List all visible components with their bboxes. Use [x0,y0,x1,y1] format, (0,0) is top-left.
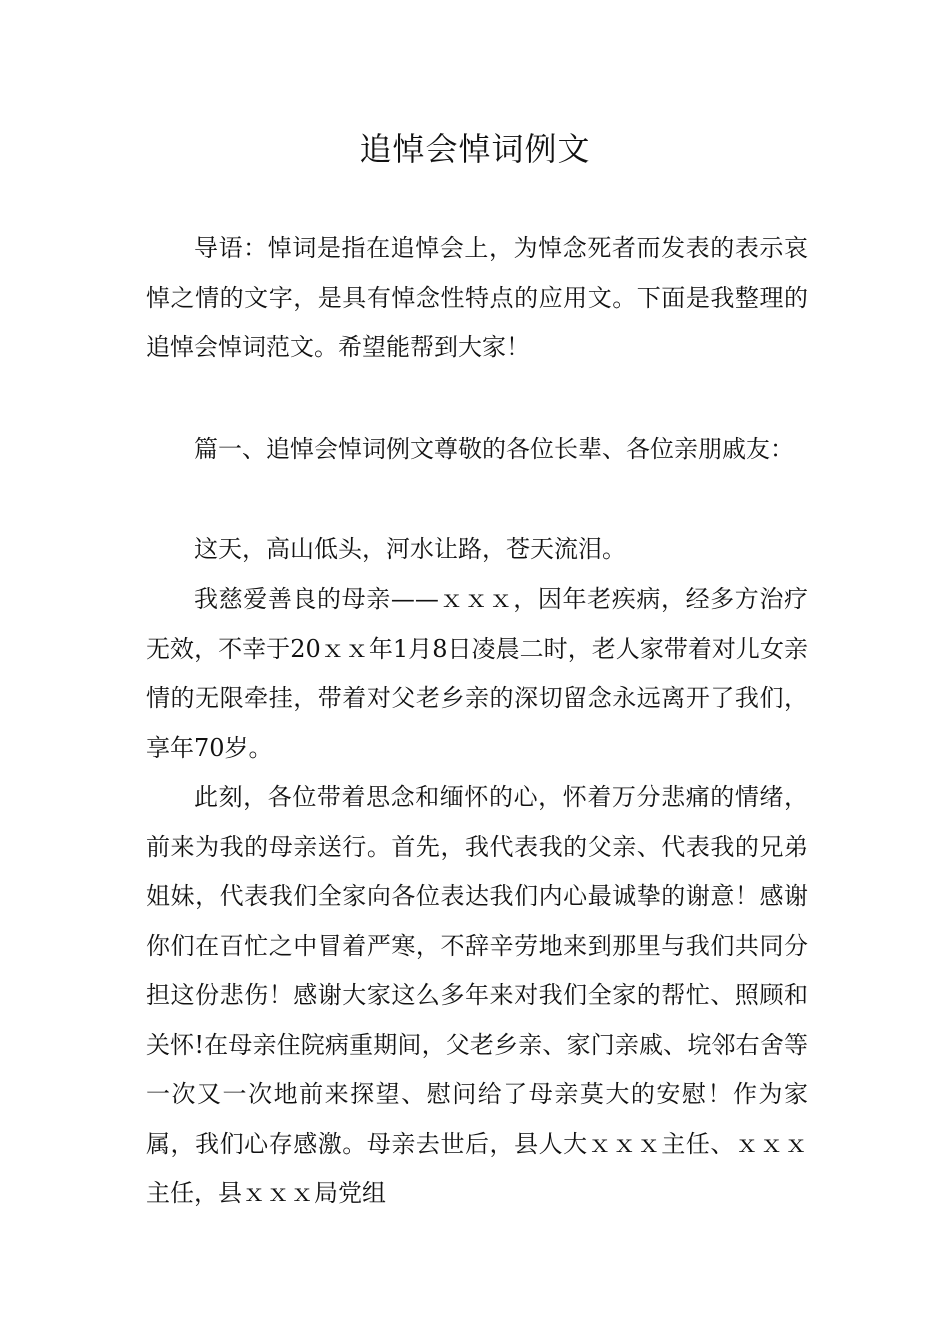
thanks-paragraph: 此刻，各位带着思念和缅怀的心，怀着万分悲痛的情绪，前来为我的母亲送行。首先，我代表我的父亲、代表我的兄弟姐妹，代表我们全家向各位表达我们内心最诚挚的谢意！感谢你们在百忙之中冒着严寒，不辞辛劳地来到那里与我们共同分担这份悲伤！感谢大家这么多年来对我们全家的帮忙、照顾和关怀!在母亲住院病重期间，父老乡亲、家门亲戚、垸邻右舍等一次又一次地前来探望、慰问给了母亲莫大的安慰！作为家属，我们心存感激。母亲去世后，县人大ｘｘｘ主任、ｘｘｘ主任，县ｘｘｘ局党组 [146,783,808,1207]
section-heading-paragraph: 篇一、追悼会悼词例文尊敬的各位长辈、各位亲朋戚友： [194,435,794,463]
document-title: 追悼会悼词例文 [359,130,591,168]
opening-paragraph: 这天，高山低头，河水让路，苍天流泪。 [194,535,626,563]
intro-paragraph: 导语：悼词是指在追悼会上，为悼念死者而发表的表示哀悼之情的文字，是具有悼念性特点的应用文。下面是我整理的追悼会悼词范文。希望能帮到大家！ [146,234,808,361]
mother-paragraph: 我慈爱善良的母亲——ｘｘｘ，因年老疾病，经多方治疗无效，不幸于20ｘｘ年1月8日凌晨二时，老人家带着对儿女亲情的无限牵挂，带着对父老乡亲的深切留念永远离开了我们，享年70岁。 [146,585,808,762]
